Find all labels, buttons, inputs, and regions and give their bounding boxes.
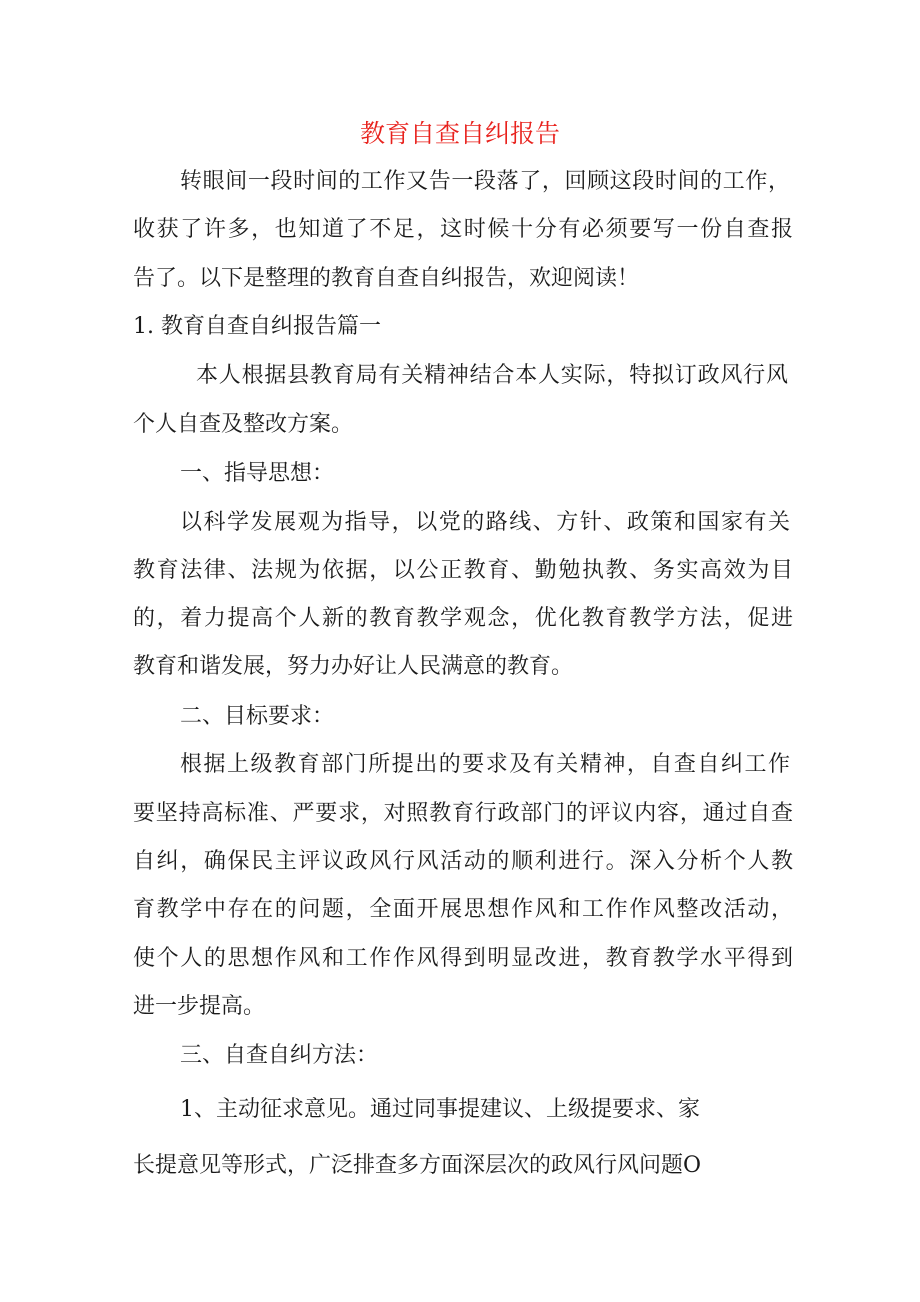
section-heading: 1. 教育自查自纠报告篇一	[133, 314, 381, 339]
paragraph-line: 收获了许多，也知道了不足，这时候十分有必须要写一份自查报	[133, 217, 793, 242]
paragraph-line: 长提意见等形式，广泛排查多方面深层次的政风行风问题O	[133, 1153, 702, 1178]
paragraph-line: 教育法律、法规为依据，以公正教育、勤勉执教、务实高效为目	[133, 558, 793, 583]
paragraph-line: 的，着力提高个人新的教育教学观念，优化教育教学方法，促进	[133, 606, 793, 631]
paragraph-line: 以科学发展观为指导，以党的路线、方针、政策和国家有关	[180, 510, 790, 535]
paragraph-line: 自纠，确保民主评议政风行风活动的顺利进行。深入分析个人教	[133, 849, 793, 874]
paragraph-line: 1、主动征求意见。通过同事提建议、上级提要求、家	[180, 1097, 700, 1122]
paragraph-line: 要坚持高标准、严要求，对照教育行政部门的评议内容，通过自查	[133, 801, 793, 826]
paragraph-line: 转眼间一段时间的工作又告一段落了，回顾这段时间的工作，	[180, 169, 790, 194]
document-title: 教育自查自纠报告	[359, 119, 560, 148]
paragraph-line: 教育和谐发展，努力办好让人民满意的教育。	[133, 654, 574, 679]
paragraph-line: 根据上级教育部门所提出的要求及有关精神，自查自纠工作	[180, 752, 790, 777]
paragraph-line: 使个人的思想作风和工作作风得到明显改进，教育教学水平得到	[133, 946, 793, 971]
paragraph-line: 个人自查及整改方案。	[133, 412, 354, 437]
section-heading: 三、自查自纠方法：	[180, 1043, 379, 1068]
section-heading: 二、目标要求：	[180, 704, 335, 729]
paragraph-line: 本人根据县教育局有关精神结合本人实际，特拟订政风行风	[196, 363, 788, 388]
paragraph-line: 告了。以下是整理的教育自查自纠报告，欢迎阅读！	[133, 266, 640, 291]
section-heading: 一、指导思想：	[180, 461, 335, 486]
paragraph-line: 育教学中存在的问题，全面开展思想作风和工作作风整改活动，	[133, 897, 793, 922]
paragraph-line: 进一步提高。	[133, 994, 266, 1019]
